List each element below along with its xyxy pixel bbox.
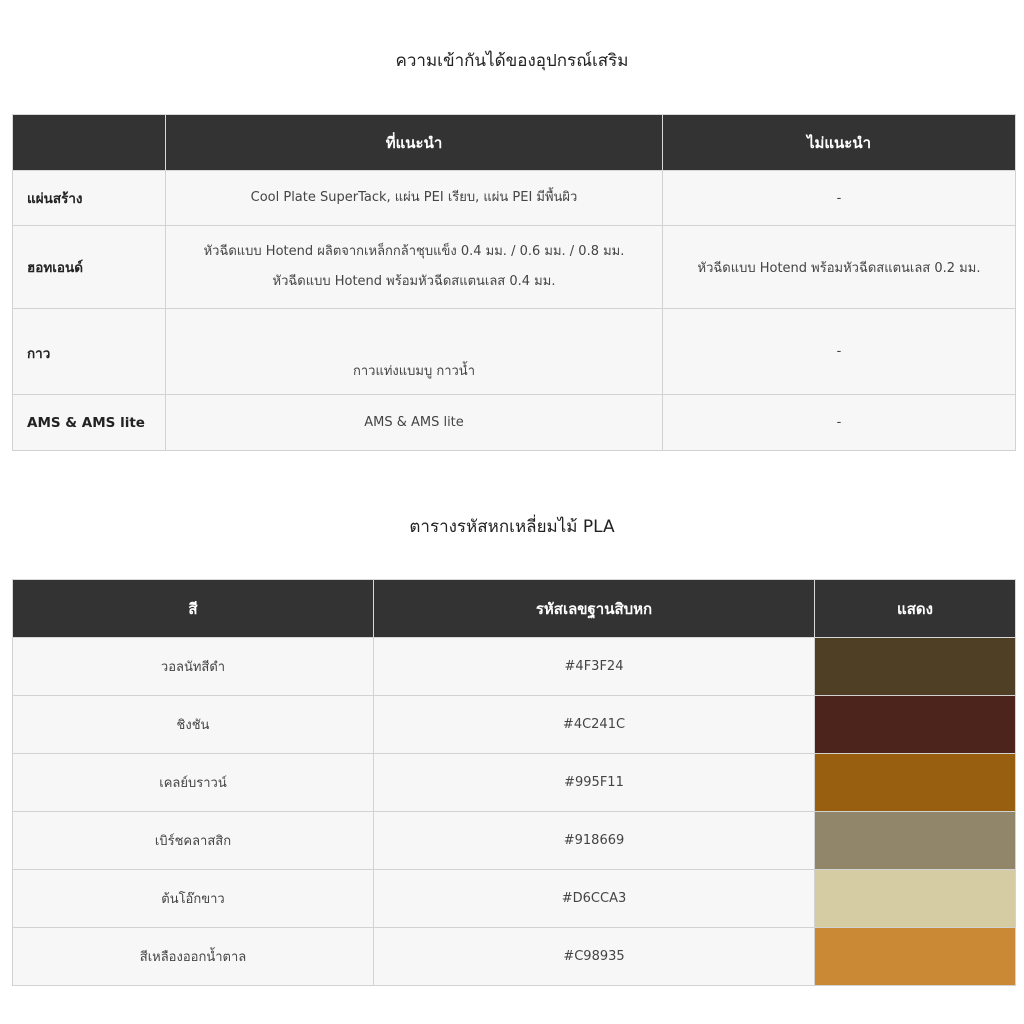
recommended-cell	[166, 226, 663, 309]
hex-code: #918669	[374, 812, 815, 870]
not-recommended-cell: -	[663, 395, 1016, 451]
header-not-recommended: ไม่แนะนำ	[663, 115, 1016, 171]
color-swatch	[815, 928, 1015, 985]
table-row	[13, 309, 1016, 395]
color-swatch-cell	[815, 638, 1016, 696]
row-label-build-plate: แผ่นสร้าง	[13, 171, 166, 226]
color-swatch-cell	[815, 812, 1016, 870]
color-swatch-cell	[815, 696, 1016, 754]
recommended-cell	[166, 395, 663, 451]
table-row	[13, 870, 1016, 928]
not-recommended-cell: หัวฉีดแบบ Hotend พร้อมหัวฉีดสแตนเลส 0.2 มม.	[663, 226, 1016, 309]
recommended-text: หัวฉีดแบบ Hotend ผลิตจากเหล็กกล้าชุบแข็ง 0.4 มม. / 0.6 มม. / 0.8 มม.	[203, 244, 625, 259]
header-hex-code: รหัสเลขฐานสิบหก	[374, 580, 815, 638]
color-swatch-cell	[815, 754, 1016, 812]
table-row	[13, 226, 1016, 309]
color-name: วอลนัทสีดำ	[13, 638, 374, 696]
color-swatch	[815, 638, 1015, 695]
color-swatch-cell	[815, 870, 1016, 928]
hex-code: #995F11	[374, 754, 815, 812]
color-name: เบิร์ชคลาสสิก	[13, 812, 374, 870]
hex-code: #4C241C	[374, 696, 815, 754]
color-hex-table	[12, 579, 1016, 986]
recommended-text: AMS & AMS lite	[364, 414, 464, 430]
color-name: ต้นโอ๊กขาว	[13, 870, 374, 928]
table-row	[13, 928, 1016, 986]
header-empty	[13, 115, 166, 171]
recommended-text: กาวแท่งแบมบู กาวน้ำ	[352, 364, 475, 379]
recommended-cell	[166, 171, 663, 226]
row-label-ams: AMS & AMS lite	[13, 395, 166, 451]
color-swatch	[815, 870, 1015, 927]
table-row	[13, 171, 1016, 226]
color-swatch	[815, 754, 1015, 811]
table-row	[13, 812, 1016, 870]
recommended-text: หัวฉีดแบบ Hotend พร้อมหัวฉีดสแตนเลส 0.4 มม.	[272, 274, 556, 289]
header-color: สี	[13, 580, 374, 638]
row-label-hotend: ฮอทเอนด์	[13, 226, 166, 309]
row-label-glue: กาว	[13, 309, 166, 395]
hex-code: #C98935	[374, 928, 815, 986]
header-recommended: ที่แนะนำ	[166, 115, 663, 171]
compatibility-header-row	[13, 115, 1016, 171]
table-row	[13, 395, 1016, 451]
hex-code: #D6CCA3	[374, 870, 815, 928]
compatibility-title: ความเข้ากันได้ของอุปกรณ์เสริม	[395, 51, 629, 71]
color-header-row	[13, 580, 1016, 638]
table-row	[13, 638, 1016, 696]
color-swatch	[815, 812, 1015, 869]
color-table-title: ตารางรหัสหกเหลี่ยมไม้ PLA	[409, 517, 615, 537]
table-row	[13, 754, 1016, 812]
recommended-cell	[166, 309, 663, 395]
color-name: เคลย์บราวน์	[13, 754, 374, 812]
color-name: สีเหลืองออกน้ำตาล	[13, 928, 374, 986]
recommended-text: Cool Plate SuperTack, แผ่น PEI เรียบ, แผ่น PEI มีพื้นผิว	[250, 190, 578, 205]
not-recommended-cell: -	[663, 171, 1016, 226]
header-display: แสดง	[815, 580, 1016, 638]
table-row	[13, 696, 1016, 754]
compatibility-table	[12, 114, 1016, 451]
color-swatch	[815, 696, 1015, 753]
not-recommended-cell: -	[663, 309, 1016, 395]
hex-code: #4F3F24	[374, 638, 815, 696]
color-name: ชิงชัน	[13, 696, 374, 754]
color-swatch-cell	[815, 928, 1016, 986]
